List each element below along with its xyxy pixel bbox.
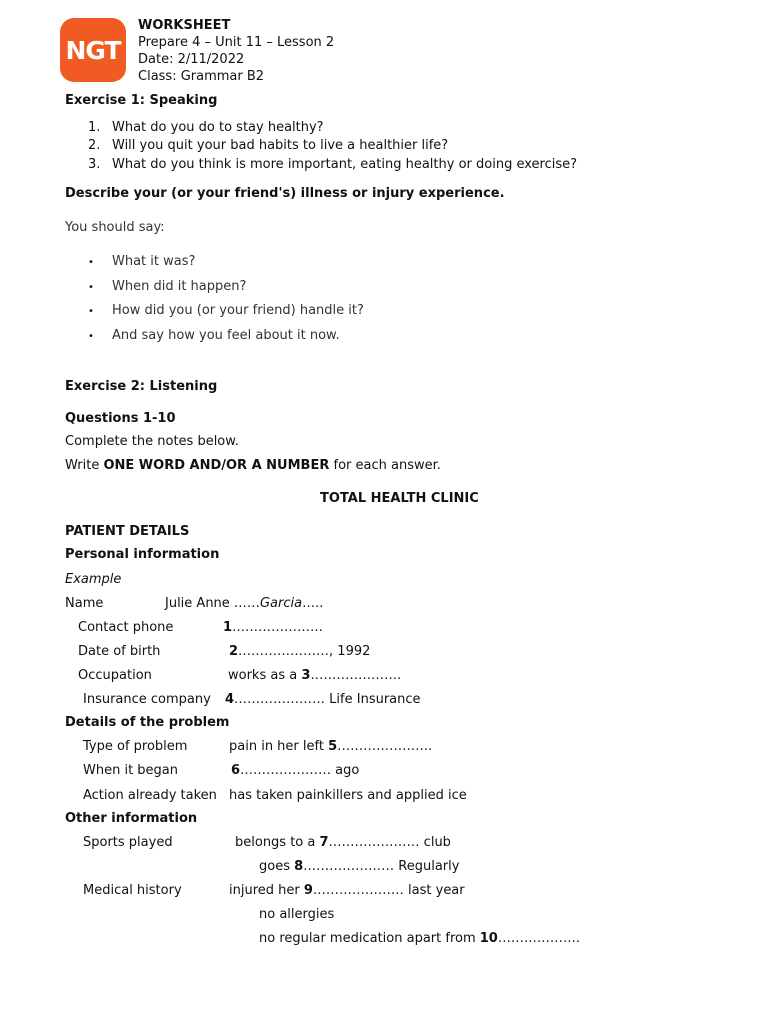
answer-blank: ………………. (497, 931, 580, 946)
describe-prompt: Describe your (or your friend's) illness or injury experience. (65, 186, 505, 201)
exercise1-heading: Exercise 1: Speaking (65, 93, 218, 108)
occupation-pre: works as a (228, 668, 302, 683)
name-value (165, 596, 323, 611)
answer-number: 8 (294, 859, 304, 874)
header-class: Class: Grammar B2 (138, 69, 265, 84)
sports-answer (235, 835, 451, 850)
instruction-complete: Complete the notes below. (65, 434, 239, 449)
medical-answer (229, 883, 465, 898)
other-info-heading: Other information (65, 811, 198, 826)
answer-blank: …………………, 1992 (238, 644, 371, 659)
ngt-logo (60, 18, 126, 82)
write-bold: ONE WORD AND/OR A NUMBER (103, 458, 330, 473)
name-value-pre: Julie Anne …… (165, 596, 260, 611)
medication-answer (259, 931, 580, 946)
answer-blank: ………………… (232, 620, 324, 635)
began-label: When it began (83, 763, 179, 778)
answer-number: 9 (303, 883, 313, 898)
answer-blank: …………………. (337, 739, 433, 754)
question-number: 2. (88, 138, 101, 153)
medical-pre: injured her (229, 883, 304, 898)
instruction-write (65, 458, 441, 473)
bullet-item: And say how you feel about it now. (112, 328, 340, 343)
answer-number: 2 (229, 644, 239, 659)
should-say-label: You should say: (65, 220, 165, 235)
question-item: Will you quit your bad habits to live a healthier life? (112, 138, 449, 153)
contact-answer (223, 620, 323, 635)
question-number: 3. (88, 157, 101, 172)
question-item: What do you think is more important, eating healthy or doing exercise? (112, 157, 578, 172)
answer-number: 10 (479, 931, 498, 946)
name-value-post: ….. (302, 596, 324, 611)
medical-label: Medical history (83, 883, 182, 898)
name-value-example: Garcia (259, 596, 303, 611)
answer-blank: ………………… (310, 668, 402, 683)
type-label: Type of problem (83, 739, 188, 754)
medication-pre: no regular medication apart from (259, 931, 480, 946)
bullet-item: What it was? (112, 254, 196, 269)
question-item: What do you do to stay healthy? (112, 120, 324, 135)
allergies-value: no allergies (259, 907, 335, 922)
answer-number: 7 (319, 835, 329, 850)
exercise2-heading: Exercise 2: Listening (65, 379, 218, 394)
bullet-icon: • (88, 257, 94, 268)
dob-label: Date of birth (78, 644, 161, 659)
write-pre: Write (65, 458, 104, 473)
answer-number: 5 (328, 739, 338, 754)
occupation-label: Occupation (78, 668, 152, 683)
occupation-answer (228, 668, 401, 683)
logo-text: NGT (65, 35, 121, 65)
personal-info-heading: Personal information (65, 547, 220, 562)
patient-details-heading: PATIENT DETAILS (65, 524, 190, 539)
bullet-item: When did it happen? (112, 279, 247, 294)
answer-blank: ………………… ago (240, 763, 360, 778)
worksheet-title: WORKSHEET (138, 18, 231, 33)
goes-pre: goes (259, 859, 295, 874)
sports-pre: belongs to a (235, 835, 320, 850)
sports-label: Sports played (83, 835, 173, 850)
answer-blank: ………………… Regularly (303, 859, 460, 874)
clinic-title: TOTAL HEALTH CLINIC (320, 491, 479, 506)
answer-blank: ………………… Life Insurance (234, 692, 421, 707)
answer-blank: ………………… club (328, 835, 451, 850)
insurance-label: Insurance company (83, 692, 211, 707)
bullet-icon: • (88, 282, 94, 293)
write-post: for each answer. (329, 458, 441, 473)
action-value: has taken painkillers and applied ice (229, 788, 467, 803)
insurance-answer (225, 692, 421, 707)
name-label: Name (65, 596, 104, 611)
type-answer (229, 739, 432, 754)
answer-number: 4 (225, 692, 235, 707)
answer-number: 6 (231, 763, 241, 778)
example-label: Example (65, 572, 122, 587)
type-pre: pain in her left (229, 739, 329, 754)
questions-heading: Questions 1-10 (65, 411, 176, 426)
answer-number: 3 (301, 668, 311, 683)
answer-number: 1 (223, 620, 233, 635)
goes-answer (259, 859, 459, 874)
bullet-item: How did you (or your friend) handle it? (112, 303, 364, 318)
header-lesson: Prepare 4 – Unit 11 – Lesson 2 (138, 35, 335, 50)
bullet-icon: • (88, 306, 94, 317)
dob-answer (229, 644, 370, 659)
action-label: Action already taken (83, 788, 217, 803)
question-number: 1. (88, 120, 101, 135)
answer-blank: ………………… last year (312, 883, 465, 898)
began-answer (231, 763, 359, 778)
header-date: Date: 2/11/2022 (138, 52, 245, 67)
bullet-icon: • (88, 331, 94, 342)
problem-heading: Details of the problem (65, 715, 230, 730)
contact-label: Contact phone (78, 620, 174, 635)
